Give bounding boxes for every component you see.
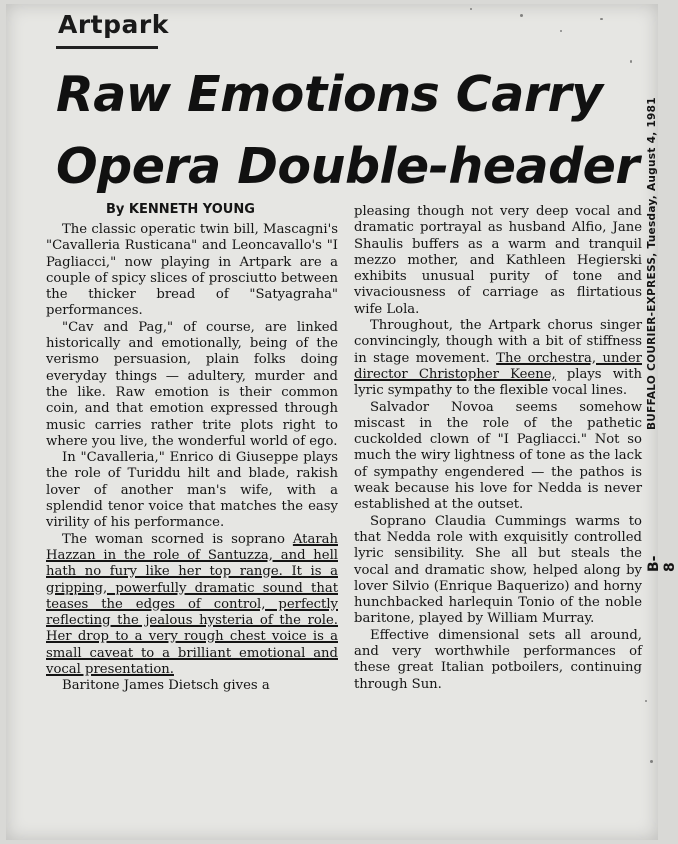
paragraph: Salvador Novoa seems somehow miscast in the role of the pathetic cuckolded clown of "I Pagliacci." Not so much the wiry lightness of tone as the lack of sympathy engendered — the pathos is weak because his love for Nedda is never established at the outset. <box>354 399 642 513</box>
headline-line-1: Raw Emotions Carry <box>56 66 603 123</box>
paragraph: Soprano Claudia Cummings warms to that Nedda role with exquisitly controlled lyric sensibility. She all but steals the vocal and dramatic show, helped along by lover Silvio (Enrique Baquerizo) and horny hunchbacked harlequin Tonio of the noble baritone, played by William Murray. <box>354 513 642 627</box>
print-speck <box>600 18 603 20</box>
print-speck <box>560 30 562 32</box>
paragraph: In "Cavalleria," Enrico di Giuseppe plays the role of Turiddu hilt and blade, rakish lover of another man's wife, with a splendid tenor voice that matches the easy virility of his performance. <box>46 450 338 531</box>
newspaper-clipping <box>6 4 678 840</box>
underlined-passage: Atarah Hazzan in the role of Santuzza, and hell hath no fury like her top range. It is a gripping, powerfully dramatic sound that teases the edges of control, perfectly reflecting the jealous hysteria of the role. Her drop to a very rough chest voice is a small caveat to a brilliant emotional and vocal presentation. <box>46 531 338 678</box>
article-column-1 <box>46 222 338 695</box>
article-column-2 <box>354 204 642 693</box>
print-speck <box>630 60 632 63</box>
page-number: B-8 <box>646 555 678 572</box>
paragraph: Effective dimensional sets all around, and very worthwhile performances of these great Italian potboilers, continuing through Sun. <box>354 627 642 692</box>
underlined-passage: The orchestra, under director Christopher Keene, <box>354 350 642 382</box>
paragraph: "Cav and Pag," of course, are linked historically and emotionally, being of the verismo persuasion, plain folks doing everyday things — adultery, murder and the like. Raw emotion is their common coin, and that emotion expressed through music carries rather trite plots right to where you live, the wonderful world of ego. <box>46 319 338 449</box>
paragraph: pleasing though not very deep vocal and dramatic portrayal as husband Alfio, Jane Shaulis buffers as a warm and tranquil mezzo mother, and Kathleen Hegierski exhibits unusual purity of tone and vivaciousness of carriage as flirtatious wife Lola. <box>354 204 642 317</box>
paragraph: The classic operatic twin bill, Mascagni's "Cavalleria Rusticana" and Leoncavallo's "I Pagliacci," now playing in Artpark are a couple of spicy slices of prosciutto between the thicker bread of "Satyagraha" performances. <box>46 222 338 319</box>
section-label: Artpark <box>58 10 169 39</box>
headline-line-2: Opera Double-header <box>56 138 640 195</box>
paragraph <box>46 532 338 679</box>
paragraph-text: The woman scorned is soprano <box>62 531 293 547</box>
paragraph <box>354 318 642 399</box>
paragraph-text: plays with lyric sympathy to the flexible vocal lines. <box>354 366 642 399</box>
byline: By KENNETH YOUNG <box>106 202 255 217</box>
dateline: BUFFALO COURIER-EXPRESS, Tuesday, August 4, 1981 <box>646 97 658 430</box>
print-speck <box>470 8 472 10</box>
headline <box>56 59 640 203</box>
paragraph-text: Throughout, the Artpark chorus singer convincingly, though with a bit of stiffness in stage movement. <box>354 318 642 366</box>
print-speck <box>645 700 647 702</box>
section-rule <box>56 46 158 49</box>
paragraph: Baritone James Dietsch gives a <box>62 678 270 694</box>
print-speck <box>650 760 653 763</box>
print-speck <box>520 14 523 17</box>
